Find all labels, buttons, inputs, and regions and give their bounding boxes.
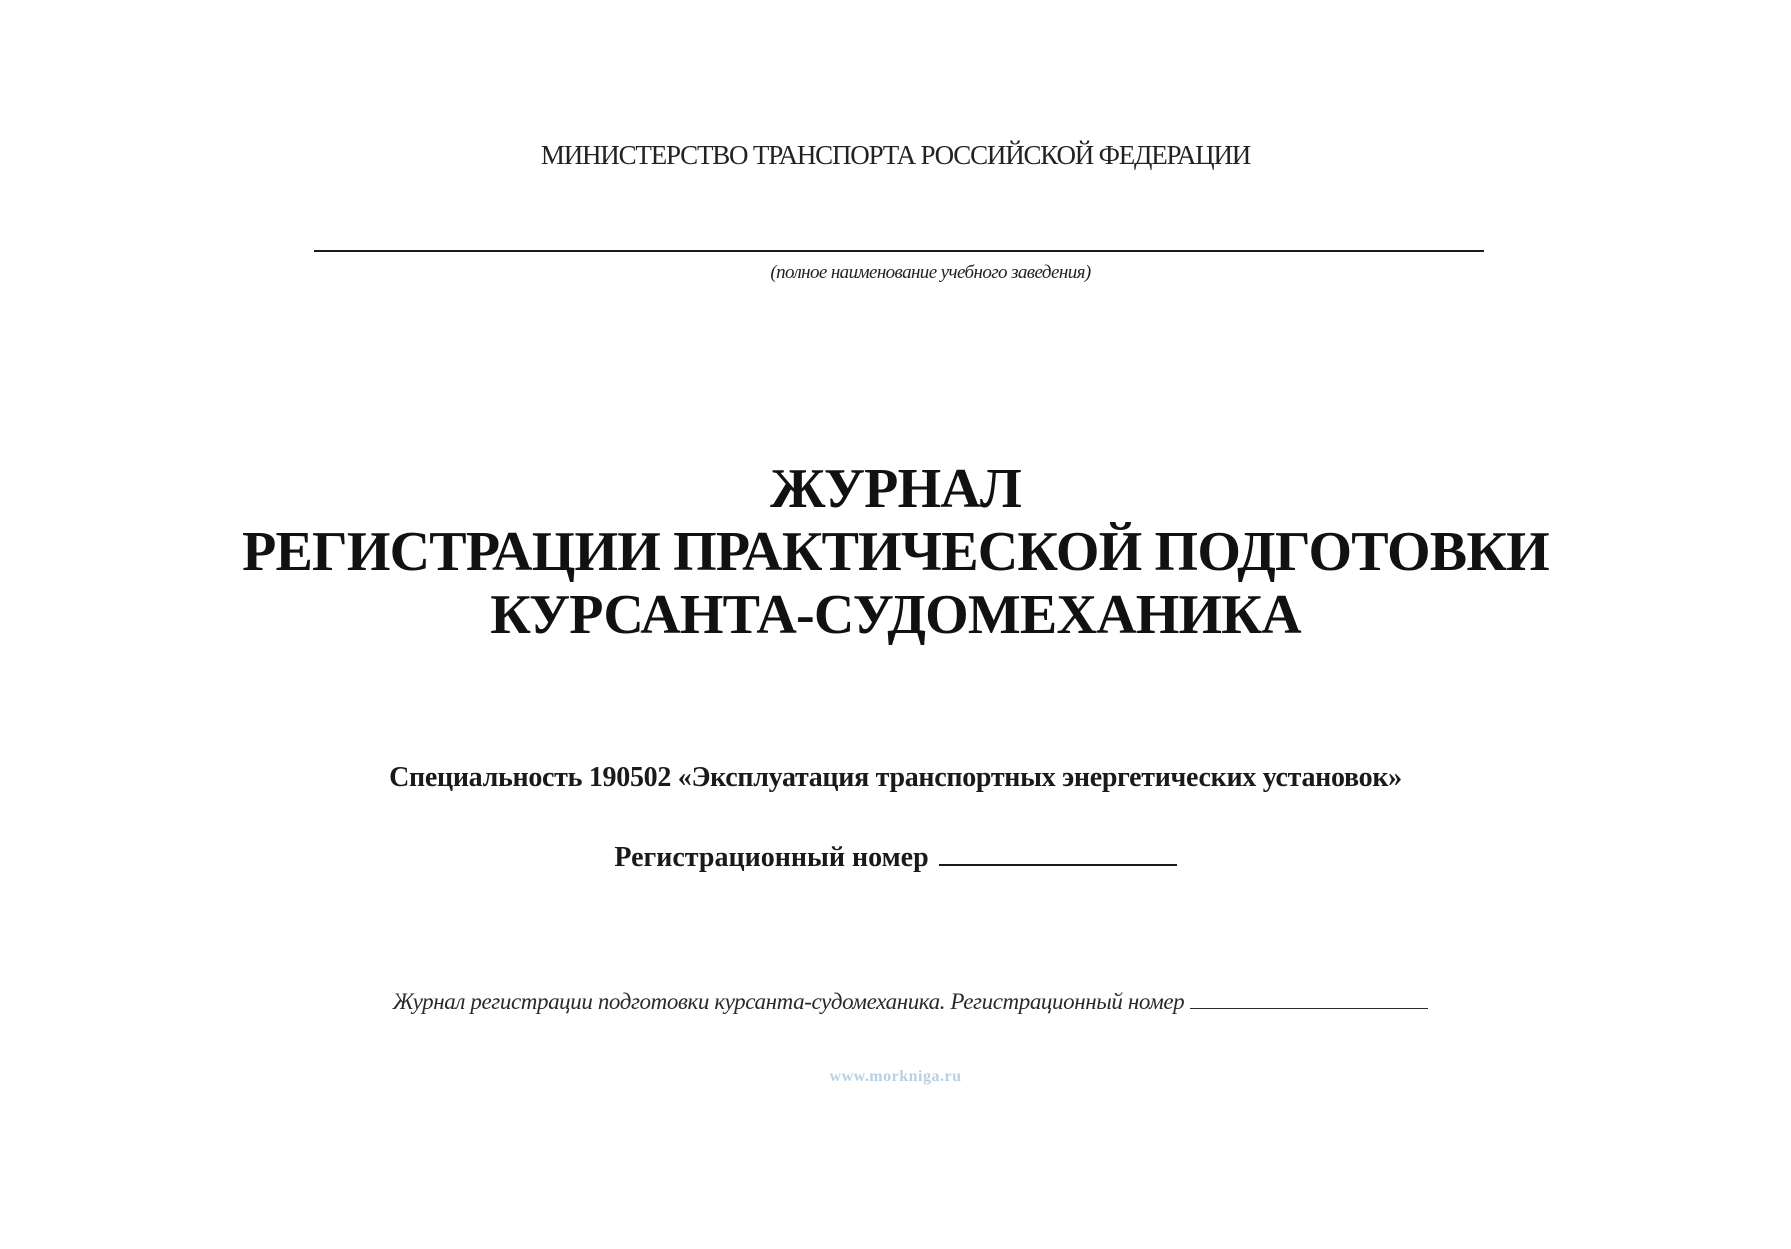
registration-number-blank	[939, 838, 1177, 866]
watermark: www.morkniga.ru	[829, 1068, 962, 1085]
title-line-3: КУРСАНТА-СУДОМЕХАНИКА	[490, 584, 1301, 646]
footer-registration-blank	[1190, 988, 1428, 1009]
ministry-header: МИНИСТЕРСТВО ТРАНСПОРТА РОССИЙСКОЙ ФЕДЕРАЦИИ	[540, 140, 1251, 170]
footer-text: Журнал регистрации подготовки курсанта-судомеханика. Регистрационный номер	[392, 989, 1185, 1014]
registration-number-line	[0, 838, 1791, 874]
registration-number-label: Регистрационный номер	[614, 842, 929, 873]
document-title	[0, 458, 1791, 647]
institution-caption: (полное наименование учебного заведения)	[770, 262, 1091, 283]
footer-running-title	[0, 988, 1791, 1015]
specialty-line: Специальность 190502 «Эксплуатация транспортных энергетических установок»	[389, 762, 1402, 793]
institution-name-line	[314, 250, 1484, 252]
title-line-1: ЖУРНАЛ	[770, 458, 1021, 520]
title-line-2: РЕГИСТРАЦИИ ПРАКТИЧЕСКОЙ ПОДГОТОВКИ	[242, 521, 1549, 583]
